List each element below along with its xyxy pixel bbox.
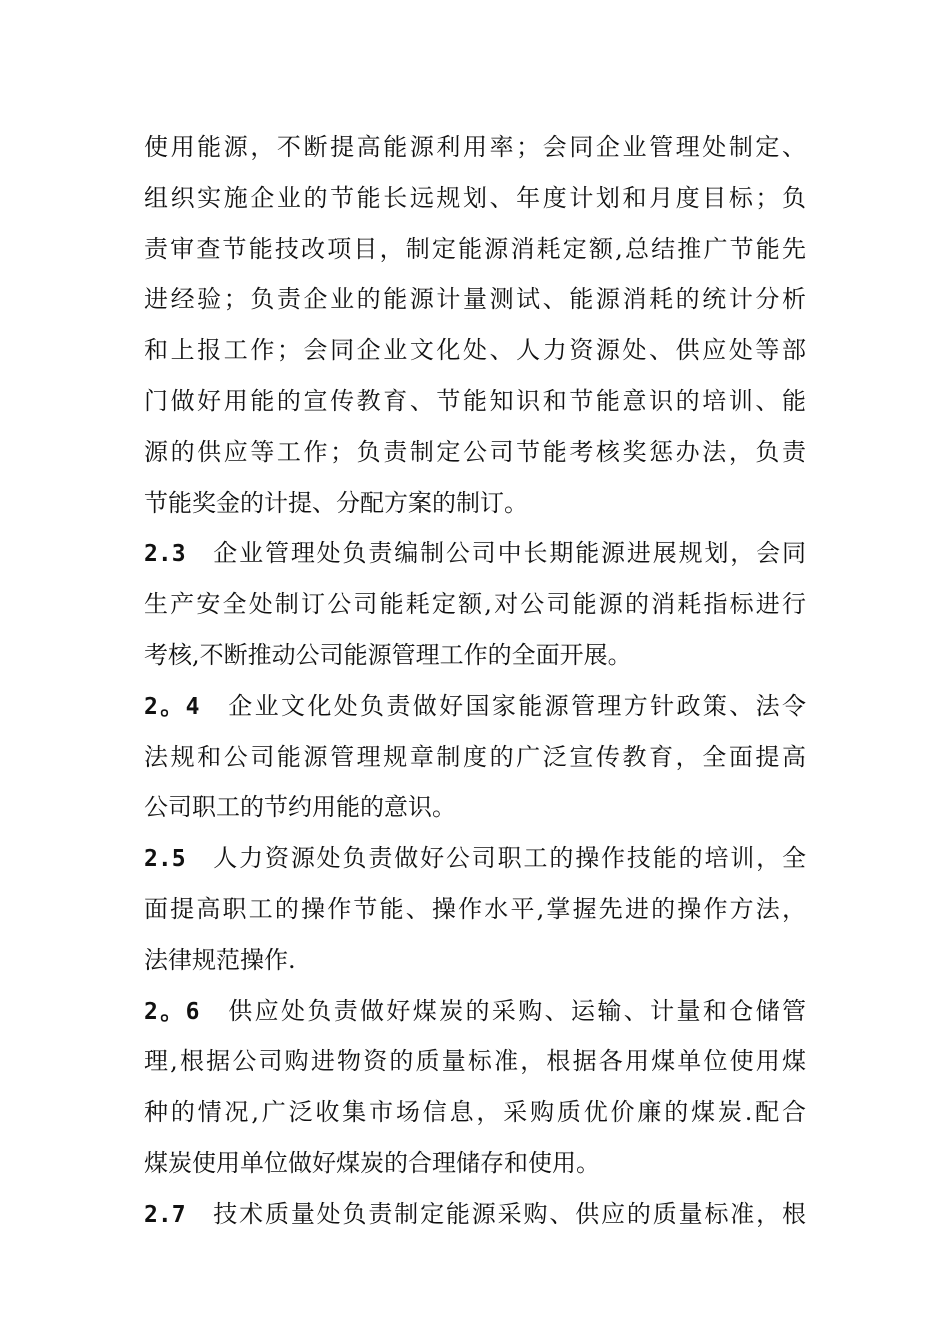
text-line: [144, 681, 806, 732]
section-number: 2.3: [144, 541, 186, 568]
section-2-3: [144, 528, 806, 680]
text-line: 源的供应等工作；负责制定公司节能考核奖惩办法，负责: [144, 437, 806, 466]
section-2-5: [144, 833, 806, 985]
text-segment: 企业管理处负责编制公司中长期能源进展规划，会同: [213, 539, 807, 568]
text-line: 使用能源，不断提高能源利用率；会同企业管理处制定、: [144, 133, 806, 161]
document-page: [144, 122, 806, 1240]
text-line: [144, 986, 806, 1037]
text-line: 和上报工作；会同企业文化处、人力资源处、供应处等部: [144, 336, 806, 365]
text-line: 生产安全处制订公司能耗定额,对公司能源的消耗指标进行: [144, 590, 806, 619]
text-line: 进经验；负责企业的能源计量测试、能源消耗的统计分析: [144, 285, 806, 314]
text-segment: 供应处负责做好煤炭的采购、运输、计量和仓储管: [228, 996, 807, 1025]
text-line: 门做好用能的宣传教育、节能知识和节能意识的培训、能: [144, 386, 806, 415]
section-number: 2.7: [144, 1201, 186, 1228]
text-line: [144, 1189, 806, 1240]
section-number: 2.5: [144, 846, 186, 873]
text-line: 煤炭使用单位做好煤炭的合理储存和使用。: [144, 1148, 600, 1177]
text-line: 面提高职工的操作节能、操作水平,掌握先进的操作方法，: [144, 894, 806, 923]
text-line: 考核,不断推动公司能源管理工作的全面开展。: [144, 640, 632, 669]
text-segment: 人力资源处负责做好公司职工的操作技能的培训，全: [213, 844, 807, 873]
text-segment: 技术质量处负责制定能源采购、供应的质量标准，根: [213, 1199, 807, 1228]
section-2-7: [144, 1189, 806, 1240]
text-line: 公司职工的节约用能的意识。: [144, 793, 456, 822]
section-number: 2。6: [144, 998, 200, 1025]
text-line: 组织实施企业的节能长远规划、年度计划和月度目标；负: [144, 183, 806, 212]
text-line: 法规和公司能源管理规章制度的广泛宣传教育，全面提高: [144, 742, 806, 771]
text-line: [144, 833, 806, 884]
text-line: 节能奖金的计提、分配方案的制订。: [144, 488, 528, 517]
text-line: 理,根据公司购进物资的质量标准，根据各用煤单位使用煤: [144, 1047, 806, 1076]
text-segment: 企业文化处负责做好国家能源管理方针政策、法令: [228, 691, 807, 720]
text-line: 责审查节能技改项目，制定能源消耗定额,总结推广节能先: [144, 234, 806, 263]
section-2-6: [144, 986, 806, 1189]
section-number: 2。4: [144, 693, 200, 720]
text-line: 种的情况,广泛收集市场信息，采购质优价廉的煤炭.配合: [144, 1098, 806, 1127]
paragraph-continuation: [144, 122, 806, 528]
section-2-4: [144, 681, 806, 833]
text-line: [144, 528, 806, 579]
text-line: 法律规范操作.: [144, 945, 296, 974]
